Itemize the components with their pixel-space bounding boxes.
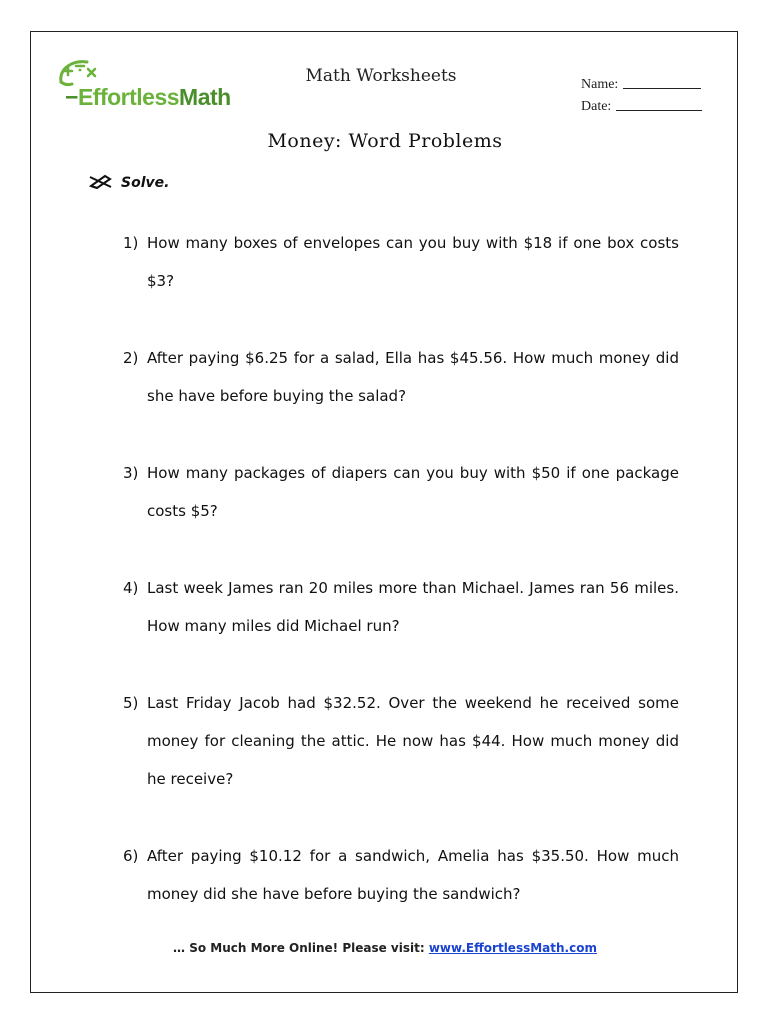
problem-item: [123, 684, 679, 798]
problem-number: 4): [123, 579, 139, 597]
worksheet-page: [30, 31, 738, 993]
name-label: Name:: [581, 77, 619, 92]
problem-number: 2): [123, 349, 139, 367]
date-blank[interactable]: [616, 110, 702, 111]
effortless-math-logo: [53, 58, 243, 118]
worksheet-title: Money: Word Problems: [267, 130, 503, 152]
pencil-icon: [89, 173, 113, 193]
problem-text: Last week James ran 20 miles more than Michael. James ran 56 miles. How many miles did Michael run?: [147, 579, 679, 635]
header-title: Math Worksheets: [305, 66, 457, 86]
problem-text: After paying $6.25 for a salad, Ella has $45.56. How much money did she have before buying the salad?: [147, 349, 679, 405]
student-fields: [581, 71, 702, 115]
name-field[interactable]: [581, 71, 702, 93]
name-blank[interactable]: [623, 88, 701, 89]
problem-item: [123, 569, 679, 645]
problem-number: 3): [123, 464, 139, 482]
problem-number: 1): [123, 234, 139, 252]
problem-number: 5): [123, 694, 139, 712]
problem-text: How many packages of diapers can you buy with $50 if one package costs $5?: [147, 464, 679, 520]
date-field[interactable]: [581, 93, 702, 115]
problem-list: [123, 224, 679, 952]
problem-text: How many boxes of envelopes can you buy with $18 if one box costs $3?: [147, 234, 679, 290]
logo-wordmark: −EffortlessMath: [65, 84, 231, 110]
problem-text: Last Friday Jacob had $32.52. Over the weekend he received some money for cleaning the attic. He now has $44. How much money did he receive?: [147, 694, 679, 788]
footer: [31, 941, 739, 955]
problem-item: [123, 224, 679, 300]
instruction-text: Solve.: [121, 175, 170, 191]
footer-text: … So Much More Online! Please visit:: [173, 941, 429, 955]
footer-link[interactable]: www.EffortlessMath.com: [428, 941, 597, 955]
logo-math: Math: [179, 84, 231, 110]
problem-item: [123, 339, 679, 415]
logo-effortless: Effortless: [77, 84, 180, 110]
instruction: [89, 173, 169, 193]
problem-text: After paying $10.12 for a sandwich, Amelia has $35.50. How much money did she have before buying the sandwich?: [147, 847, 679, 903]
problem-number: 6): [123, 847, 139, 865]
problem-item: [123, 454, 679, 530]
date-label: Date:: [581, 99, 612, 114]
problem-item: [123, 837, 679, 913]
